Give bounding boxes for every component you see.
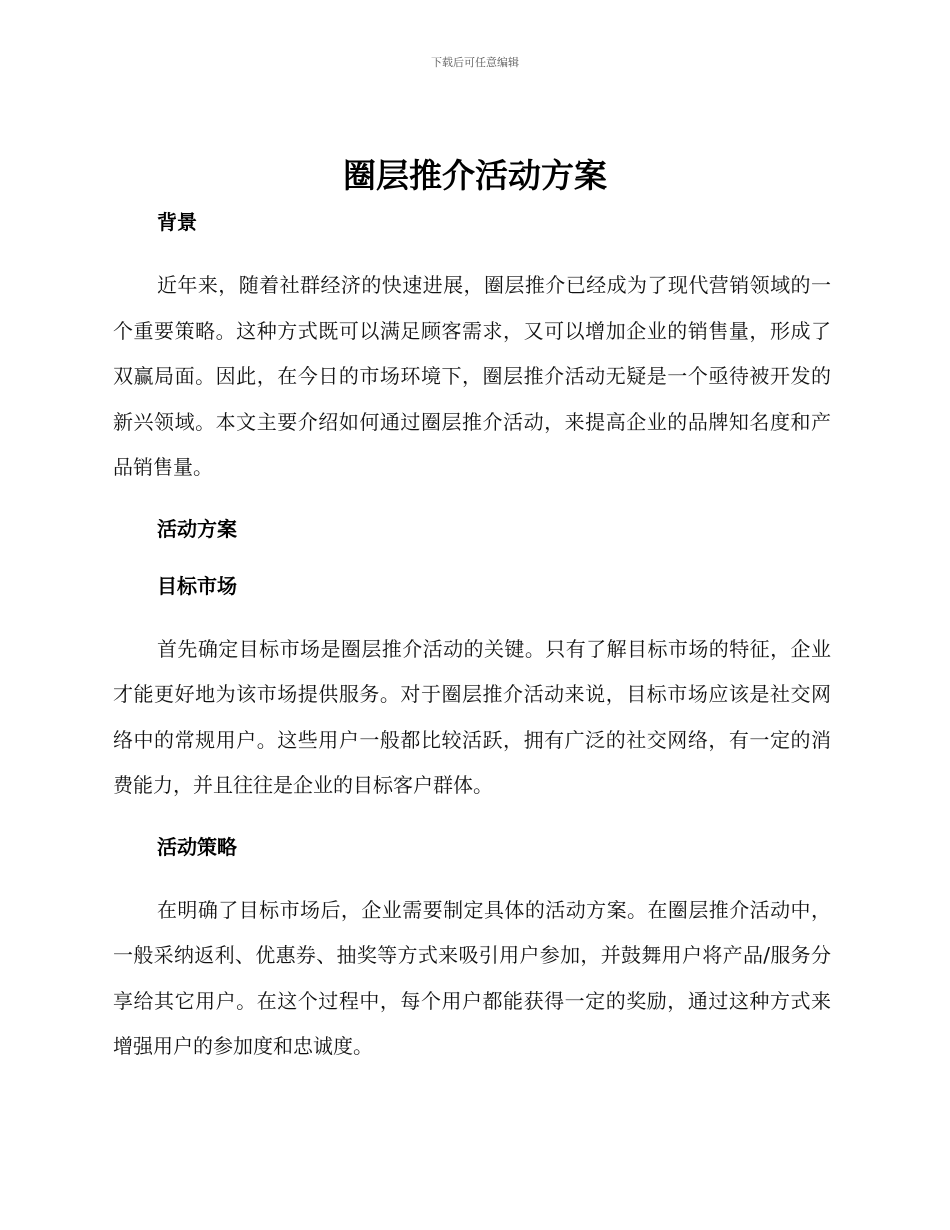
- target-market-heading: 目标市场: [157, 573, 237, 598]
- strategy-paragraph: 在明确了目标市场后，企业需要制定具体的活动方案。在圈层推介活动中，一般采纳返利、优惠券、抽奖等方式来吸引用户参加，并鼓舞用户将产品/服务分享给其它用户。在这个过程中，每个用户都能获得一定的奖励，通过这种方式来增强用户的参加度和忠诚度。: [113, 897, 831, 1058]
- header-note: 下载后可任意编辑: [431, 56, 519, 69]
- target-market-paragraph: 首先确定目标市场是圈层推介活动的关键。只有了解目标市场的特征，企业才能更好地为该市场提供服务。对于圈层推介活动来说，目标市场应该是社交网络中的常规用户。这些用户一般都比较活跃，拥有广泛的社交网络，有一定的消费能力，并且往往是企业的目标客户群体。: [113, 636, 831, 797]
- document-body: [113, 206, 831, 1070]
- background-heading: 背景: [157, 210, 197, 234]
- plan-heading: 活动方案: [157, 516, 237, 541]
- background-paragraph: 近年来，随着社群经济的快速进展，圈层推介已经成为了现代营销领域的一个重要策略。这种方式既可以满足顾客需求，又可以增加企业的销售量，形成了双赢局面。因此，在今日的市场环境下，圈层推介活动无疑是一个亟待被开发的新兴领域。本文主要介绍如何通过圈层推介活动，来提高企业的品牌知名度和产品销售量。: [113, 273, 831, 479]
- strategy-heading: 活动策略: [157, 834, 237, 859]
- document-title: 圈层推介活动方案: [343, 156, 607, 195]
